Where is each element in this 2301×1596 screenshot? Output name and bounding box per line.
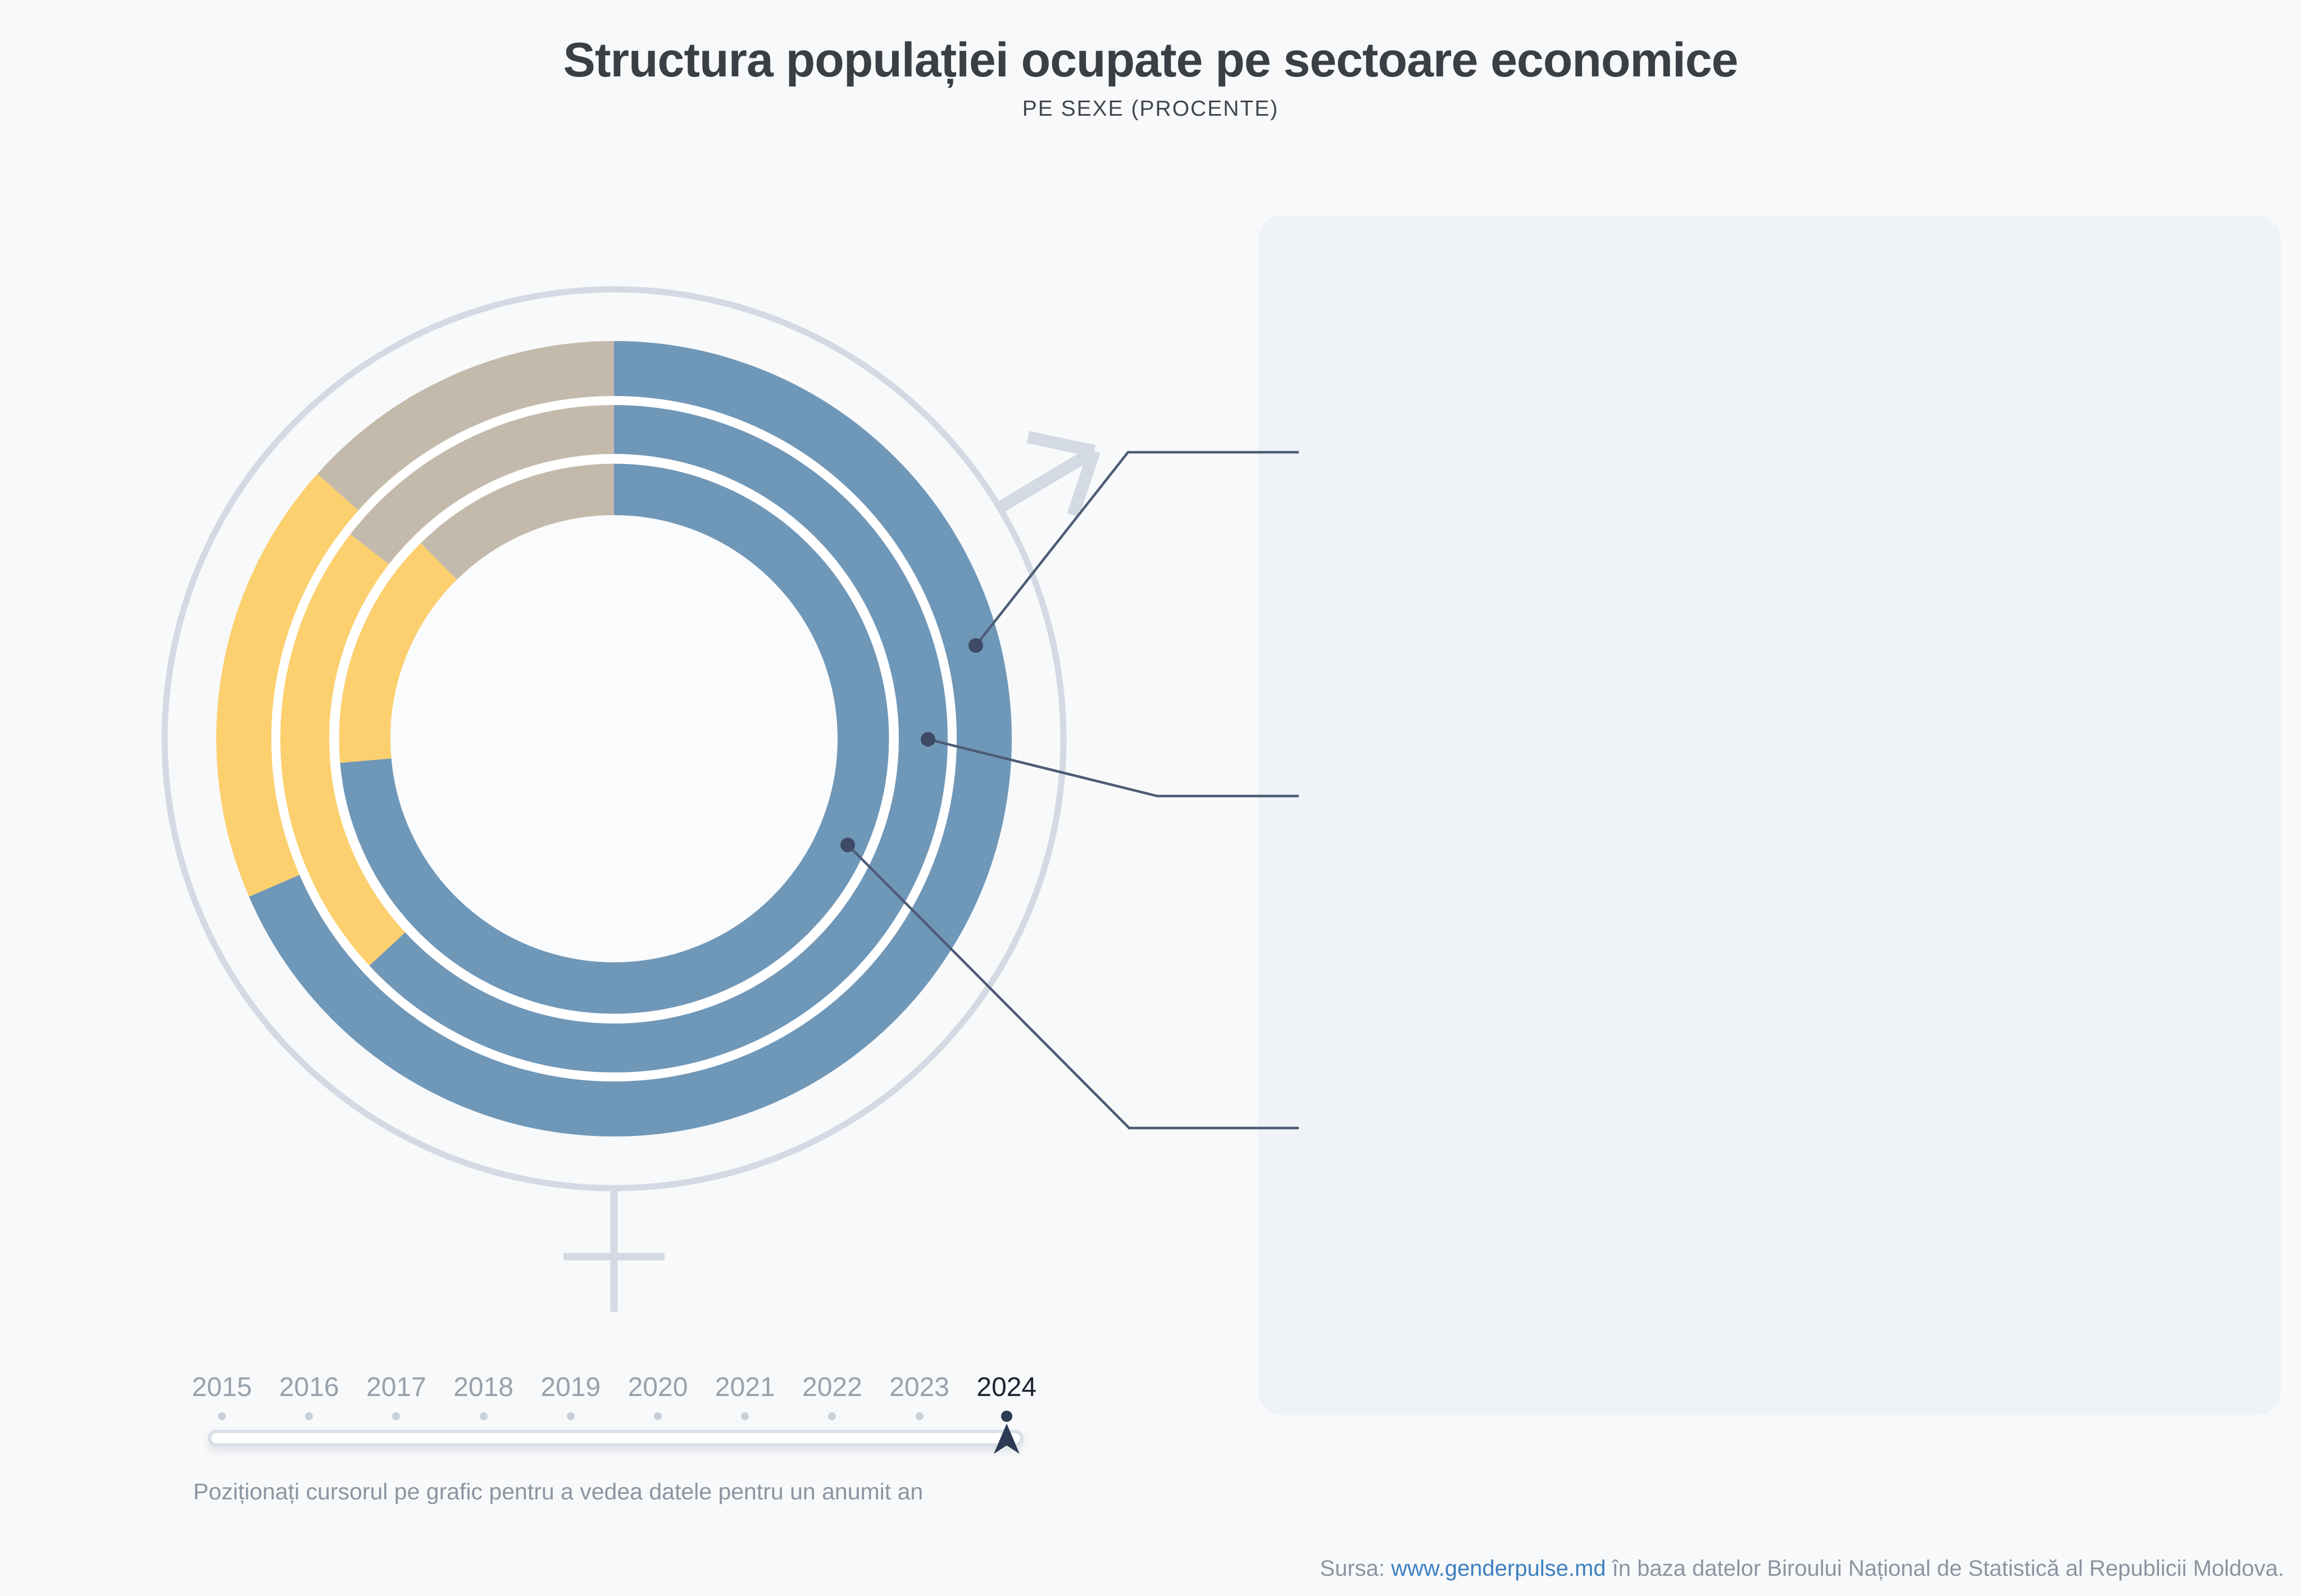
slider-hint-text: Poziționați cursorul pe grafic pentru a vedea datele pentru un anumit an [193,1479,924,1504]
connector-dot [840,838,855,852]
year-label-2019[interactable]: 2019 [540,1372,601,1402]
venus-cross-icon [563,1188,665,1312]
year-label-2018[interactable]: 2018 [453,1372,513,1402]
year-label-2022[interactable]: 2022 [802,1372,862,1402]
connector-dot [968,638,983,653]
year-label-2020[interactable]: 2020 [627,1372,688,1402]
mars-arrow-icon [999,437,1094,515]
slider-cursor-icon[interactable] [992,1422,1021,1457]
year-label-2015[interactable]: 2015 [192,1372,252,1402]
source-link[interactable]: www.genderpulse.md [1391,1556,1606,1581]
page-subtitle: PE SEXE (PROCENTE) [1022,97,1279,121]
year-label-2021[interactable]: 2021 [715,1372,775,1402]
source-prefix: Sursa: [1320,1556,1391,1581]
source-suffix: în baza datelor Biroului Național de Statistică al Republicii Moldova. [1606,1556,2284,1581]
connector-dot [921,732,935,747]
year-label-2024[interactable]: 2024 [976,1372,1037,1402]
year-label-2023[interactable]: 2023 [889,1372,949,1402]
year-label-2017[interactable]: 2017 [366,1372,426,1402]
page-title: Structura populației ocupate pe sectoare economice [563,33,1738,87]
year-label-2016[interactable]: 2016 [279,1372,339,1402]
